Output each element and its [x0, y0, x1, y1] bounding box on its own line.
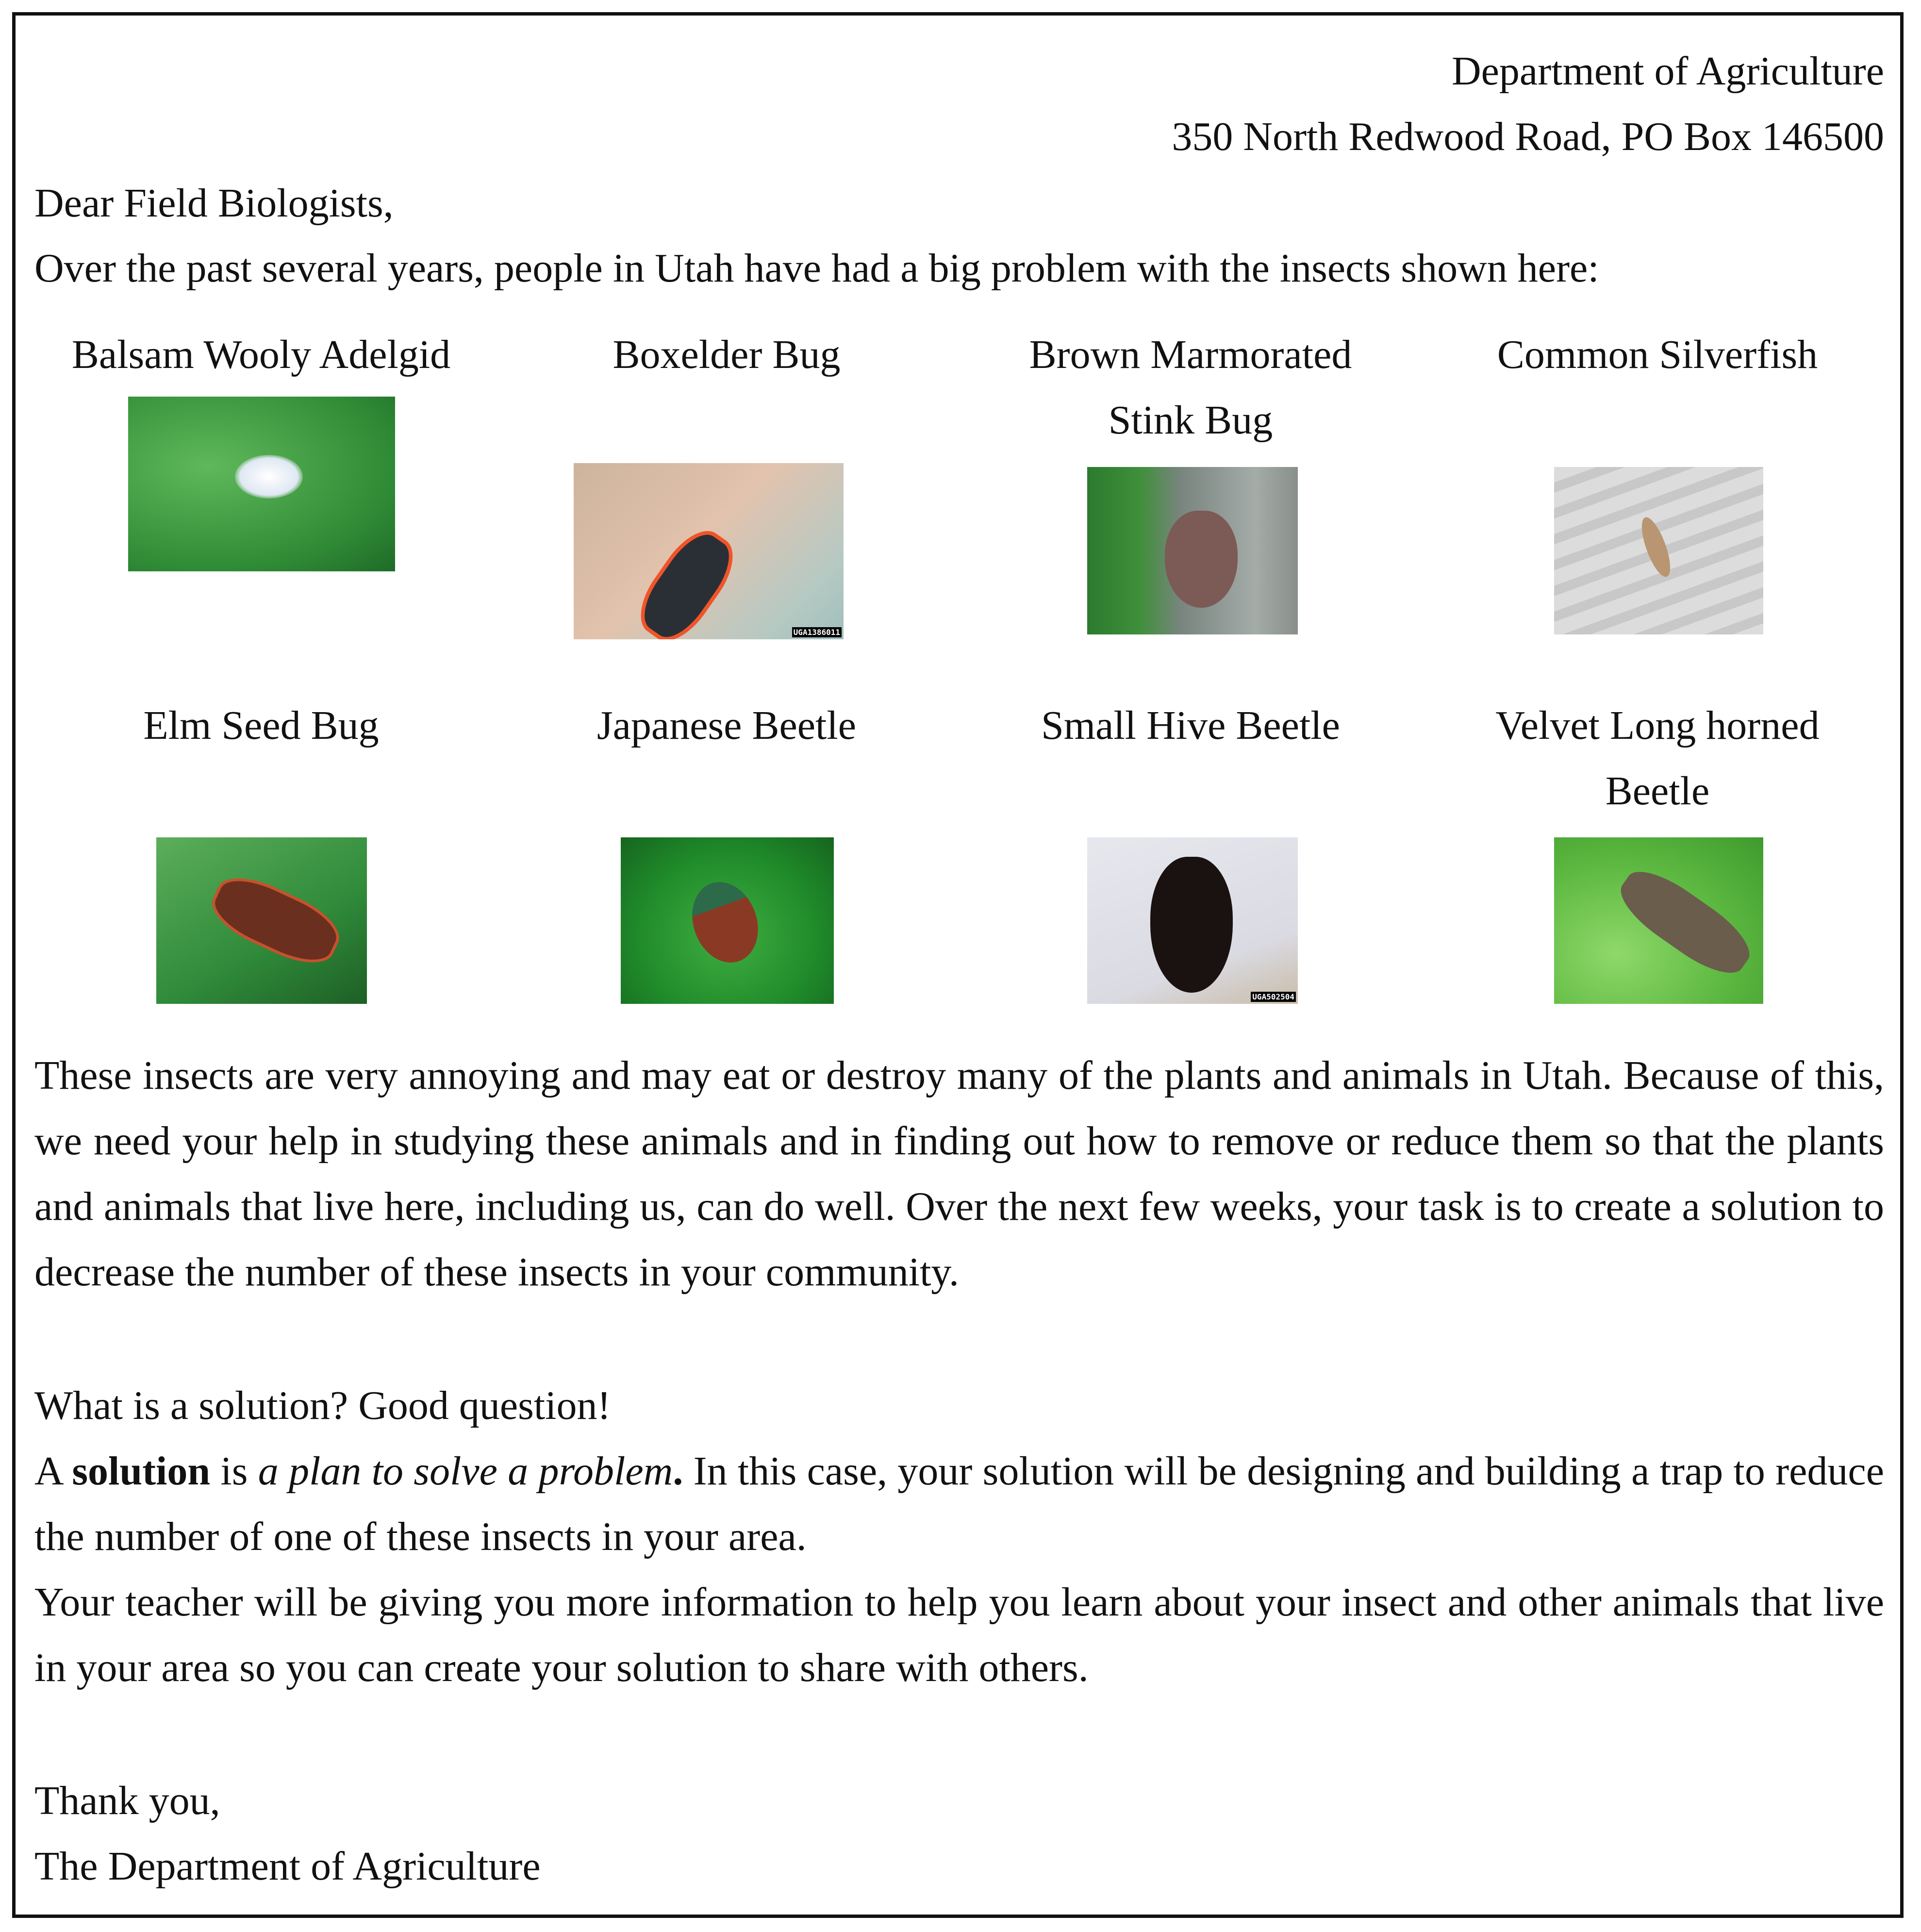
- velvet-long-horned-beetle-photo: [1554, 837, 1763, 1004]
- insect-label: Common Silverfish: [1497, 332, 1818, 377]
- photo-watermark: UGA502504: [1251, 992, 1296, 1002]
- paragraph-problem: These insects are very annoying and may eat or destroy many of the plants and animals in Utah. Because of this, we need your help in studying these animals and in finding out how to remove or reduce them so that the plants and animals that live here, including us, can do well. Over the next few weeks, your task is to create a solution to decrease the number of these insects in your community.: [34, 1053, 1884, 1295]
- intro-text: Over the past several years, people in Utah have had a big problem with the insects shown here:: [34, 246, 1599, 291]
- insect-label: Brown Marmorated Stink Bug: [1029, 332, 1352, 443]
- header-address: 350 North Redwood Road, PO Box 146500: [1172, 114, 1884, 159]
- closing-thanks: Thank you,: [34, 1778, 220, 1823]
- insect-label: Boxelder Bug: [613, 332, 841, 377]
- insect-label: Small Hive Beetle: [1041, 703, 1340, 748]
- balsam-wooly-adelgid-photo: [128, 397, 395, 571]
- insect-label: Japanese Beetle: [596, 703, 857, 748]
- greeting: Dear Field Biologists,: [34, 181, 394, 226]
- header-department: Department of Agriculture: [1451, 49, 1884, 94]
- insect-label: Velvet Long horned Beetle: [1495, 703, 1820, 814]
- solution-meaning: a plan to solve a problem: [258, 1449, 673, 1494]
- solution-definition: [34, 1438, 1884, 1569]
- closing-signature: The Department of Agriculture: [34, 1844, 541, 1889]
- brown-marmorated-stink-bug-photo: [1087, 467, 1298, 634]
- paragraph-teacher: Your teacher will be giving you more information to help you learn about your insect and other animals that live in your area so you can create your solution to share with others.: [34, 1580, 1884, 1690]
- text: A: [34, 1449, 72, 1494]
- text: is: [210, 1449, 258, 1494]
- insect-label: Balsam Wooly Adelgid: [71, 332, 451, 377]
- question-text: What is a solution? Good question!: [34, 1383, 611, 1428]
- elm-seed-bug-photo: [156, 837, 367, 1004]
- japanese-beetle-photo: [621, 837, 834, 1004]
- insect-label: Elm Seed Bug: [143, 703, 379, 748]
- text: In this case, your solution will be designing and building a trap to reduce the number of one of these insects in your area.: [34, 1449, 1884, 1559]
- text: .: [673, 1449, 683, 1494]
- photo-watermark: UGA1386011: [792, 627, 842, 637]
- small-hive-beetle-photo: [1087, 837, 1298, 1004]
- boxelder-bug-photo: [574, 463, 844, 639]
- common-silverfish-photo: [1554, 467, 1763, 634]
- solution-term: solution: [72, 1449, 211, 1494]
